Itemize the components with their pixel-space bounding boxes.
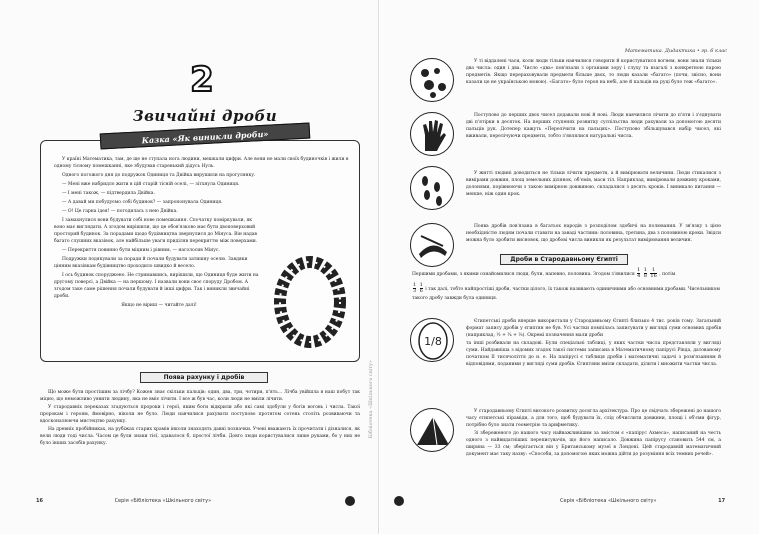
- counting-paragraph: Що може бути простішим за лічбу? Кожен знає скільки пальців: один, два, три, чотири, п'ять… Лічба увійшла в наш побут так міцно, що неможливо уявити людину, яка не вміє лічити. І все ж був час, коли люди не вміли лічити.: [40, 390, 360, 402]
- svg-text:1/8: 1/8: [424, 335, 442, 348]
- fraction-third: $\frac{1}{3}$: [413, 282, 417, 294]
- pyramid-icon: [410, 408, 454, 452]
- tale-paragraph: І замахнулися вони будувати собі нове помешкання. Спочатку поміркували, як воно має виглядати. А згодом вирішили, що це обов'язково має бути двоповерховий просторий будинок. За порадами щодо будівництва звернулися до Мінуса. Він надав багато слушних вказівок, але найбільше уваги приділяв перекриттю між поверхами.: [54, 218, 258, 244]
- right-paragraph: У стародавньому Єгипті високого розвитку досягла архітектура. Про це свідчать збережені до нашого часу єгипетські піраміди, а для того, щоб будувати їх, слід обчислити довжини, площі і об'єми фігур, потрібно було знати геометрію та арифметику.: [466, 409, 721, 428]
- apple-logo-icon-right: [394, 496, 404, 506]
- counting-paragraph: На древніх пробійниках, на рубіжах старих храмів інколи знаходять давні позначки. Учені вважають їх прочитати і дізналися, як вели люди тоді числа. Часом це були знаки тієї, здавалося б, простої лічби. Довго люди користувалися лише руками, бо у них не було інших засобів рахунку.: [40, 427, 360, 446]
- hunting-icon: [410, 223, 454, 267]
- chapter-title: Звичайні дроби: [132, 107, 278, 125]
- right-paragraph: У ті віддалені часи, коли люди тільки навчилися говорити й користуватися вогнем, вони знали тільки два числа: один і два. Число «два» пов'язали з органами зору і слуху та взагалі з конкретною парою предметів. Якщо перераховували предмети більше двох, то люди казали «багато» (почи, звісно, вони казали це не українською мовою). «Багато» було героя на небі, але й пальців на руці було теж «багато».: [466, 59, 721, 85]
- tale-paragraph: — Мені вже набридло жити в цій старій тісній оселі, — зітхнула Одиниця.: [62, 182, 240, 187]
- tale-paragraph: У країні Математика, там, де ще не ступала нога людини, мешкали цифри. Але вони не мали своїх будиночків і жили в одному тісному помешканні, яке збудував старенький дідусь Нуль.: [54, 157, 349, 169]
- tale-paragraph: — О! Це гарна ідея! — погодилась з нею Двійка.: [62, 209, 178, 214]
- footer-series-left: Серія «Бібліотека «Шкільного світу»: [114, 498, 212, 504]
- counting-text: [40, 389, 360, 448]
- tale-paragraph: — А давай ми побудуємо собі будинок? — запропонувала Одиниця.: [62, 200, 223, 205]
- running-header: Математика. Дидактика • гр. 6 клас: [624, 48, 727, 54]
- tale-paragraph: — Перекриття повинно бути міцним і рівним, — наголосив Мінус.: [62, 248, 220, 253]
- eighth-fraction-icon: [410, 318, 454, 362]
- apple-logo-icon: [345, 496, 355, 506]
- right-paragraph: Поява дробів пов'язана в багатьох народів з розподілом здобичі на полювання. У зв'язку з цією необхідністю людям почали ставати на заваді частини: половина, третина, два з половиною кроки. Звідси можна було зробити висновок, що дробові числа виникли як результат вимірювання величин.: [466, 224, 721, 243]
- tale-paragraph: Одного погожого дня до подружок Одиниця та Двійка вирушили на прогулянку.: [62, 173, 256, 178]
- fraction-sixteenth: $\frac{1}{16}$: [650, 267, 657, 279]
- fractions-explanation: і так далі, тобто найпростіші дроби, частки цілого, їх також називають одиничними або основними дробами. Чисельником такого дробу завжди була одиниця.: [412, 287, 720, 301]
- right-paragraph: Єгипетські дроби вперше використали у Стародавньому Єгипті близько 4 тис. років тому. Загальний формат запису дробів у єгиптян не був. Усі частки помпілась записувати у вигляді суми основних дробів (наприклад, ½ + ¼ + ⅛). Окремі позначення мали дроби: [466, 319, 721, 338]
- zero-illustration-icon: [270, 250, 350, 350]
- fractions-line-2: [412, 283, 722, 303]
- fractions-then: , потім: [659, 272, 676, 277]
- counting-paragraph: У стародавніх переказах згадуються пророки і герої, яким боги відкрили або які самі здобули у богів вогонь і числа. Такої пророкам і героям, ймовірно, ніколи не було. Люди навчилися рахувати поступово протягом сотень століть розвиваючи та вдосконалюючи мистецтво рахунку.: [40, 405, 360, 424]
- right-text-hunt: [466, 223, 721, 245]
- tale-paragraph: Якщо не віриш — читайте далі!: [121, 303, 197, 308]
- fractions-line: [412, 268, 722, 279]
- footer-series-right: Серія «Бібліотека «Шкільного світу»: [560, 498, 657, 504]
- hand-icon: [410, 112, 454, 156]
- right-text-architecture: [466, 408, 721, 459]
- right-text-egypt: [466, 318, 721, 369]
- tale-text: [54, 156, 349, 311]
- stones-counting-icon: [410, 58, 454, 102]
- footer-left: [36, 498, 211, 504]
- fraction-sixth: $\frac{1}{6}$: [419, 282, 423, 294]
- right-paragraph: У житті людині доводиться не тільки лічити предмети, а й вимірювати величини. Люди стикалися з вимірами довжин, площ земельних ділянок, об'ємів, маси тіл. Наприклад, вимірювали довжину кроками, долонями, порівнюючи з такою вимірною довжиною, складалися з десять кроків. І виникало питання — менше, ніж один крок.: [466, 171, 721, 197]
- page-number-left: 16: [36, 498, 43, 504]
- right-text-measure: [466, 170, 721, 199]
- right-paragraph: Поступово до перших двох чисел додавали нові й нові. Люди навчилися лічити до п'яти і з'єднувати дві п'ятірки в десяток. На перших ступенях розвитку суспільства люди рахували за допомогою десяти пальців рук. Дотепер кажуть «Перелічити на пальцях». Поступово збільшувався набір чисел, які вживали, перелічуючи предмети, тобто з'являлися натуральні числа.: [466, 113, 721, 139]
- fraction-quarter: $\frac{1}{4}$: [637, 267, 641, 279]
- fraction-eighth: $\frac{1}{8}$: [643, 267, 647, 279]
- footer-right: [560, 498, 725, 504]
- right-text-top: [466, 58, 721, 87]
- right-paragraph: та інші розбивали на складові. Були спеціальні таблиці, у яких частки числа представляли у вигляді суми. Найдавніша з відомих згадок такої системи записана в Математичному папірусі Рінда, датованому початком II тисячоліття до н. е. На папірусі є таблиця дробів і математичні задачі з розв'язанням й відповідями, поданими у вигляді суми дробів. Єгиптяни вміли складати, ділити і множити частки числа.: [466, 341, 722, 367]
- tale-banner: Казка «Як виникли дроби»: [100, 123, 311, 150]
- tale-paragraph: — І мені також, — підтвердила Двійка.: [62, 191, 155, 196]
- right-paragraph: Зі збереженого до нашого часу найважливішим за змістом є «папірус Ахмеса», написаний на честь одного з найвидатніших переписувачів, що його написало. Довжина папірусу становить 544 см, а ширина — 33 см; зберігається він у Британському музеї в Лондоні. Цей стародавній математичний документ має таку назву: «Способи, за допомогою яких можна дійти до розуміння всіх темних речей».: [466, 431, 721, 457]
- fractions-intro: Першими дробами, з якими ознайомилися люди, були, напевно, половина. Згодом з'явилися: [412, 272, 635, 277]
- footprints-icon: [410, 166, 454, 210]
- section-title-counting: Поява рахунку і дробів: [140, 372, 268, 383]
- section-title-egypt: Дроби в Стародавньому Єгипті: [500, 254, 628, 265]
- tale-paragraph: І ось будинок споруджено. Не стримавшись, вирішили, що Одиниця буде жити на другому поверсі, а Двійка — на першому. І назвали вони своє споруду Дробом. А згодом таке саме рішення почали будувати й інші цифри. Так і виникли звичайні дроби.: [54, 273, 259, 299]
- chapter-number: 2: [190, 60, 214, 100]
- right-text-fingers: [466, 112, 721, 141]
- page-number-right: 17: [718, 498, 726, 504]
- tale-paragraph: Подружки подякували за поради й почали будувати затишну оселю. Завдяки цінним вказівкам будівництво проходило швидко й весело.: [54, 257, 248, 269]
- gutter-caption-left: Бібліотека «Шкільного світу»: [368, 360, 374, 439]
